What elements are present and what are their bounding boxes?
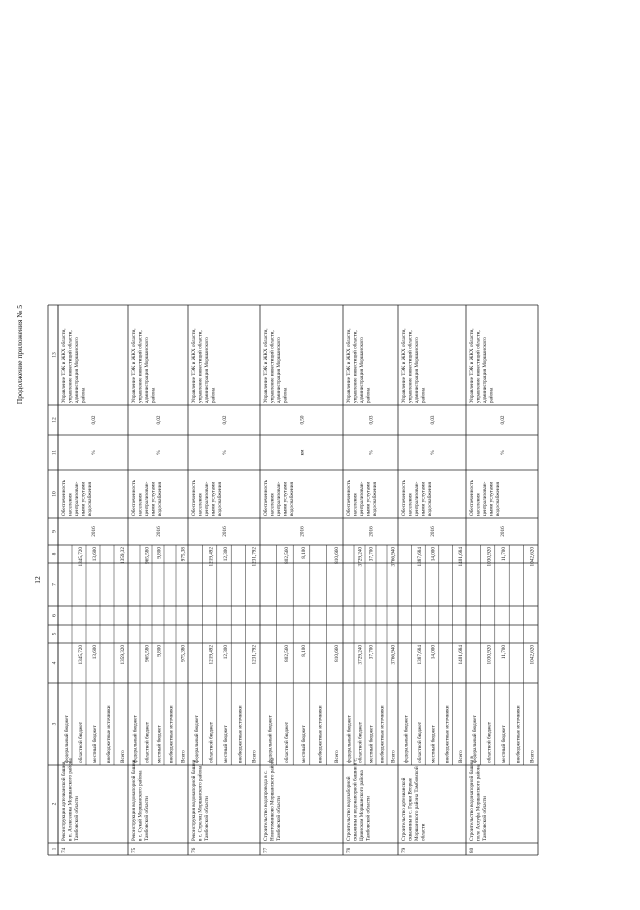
indicator-line: Обеспеченность <box>191 479 197 516</box>
amount-col7: 9,800 <box>156 547 163 559</box>
project-name-line: Тамбовской области <box>74 796 80 841</box>
funding-source-label: федеральный бюджет <box>472 715 479 763</box>
amount-col7: 810,660 <box>334 547 341 564</box>
amount-col7: 1231,792 <box>251 547 258 567</box>
project-name-line: Новотомниково Моршанского района <box>269 757 276 841</box>
funding-source-label: федеральный бюджет <box>267 715 274 763</box>
amount-col4: 3729,240 <box>357 645 364 665</box>
amount-col4: 1030,920 <box>486 645 493 665</box>
value-cell: 0,02 <box>156 415 162 425</box>
year-cell: 2016 <box>222 526 228 537</box>
executor-line: района <box>365 387 372 403</box>
executor-line: управление инвестиций области, <box>352 330 359 403</box>
funding-source-label: областной бюджет <box>208 722 215 763</box>
appendix-continuation-note: Продолжение приложения № 5 <box>15 305 24 405</box>
executor-line: района <box>488 387 495 403</box>
year-cell: 2016 <box>299 526 306 537</box>
funding-source-label: внебюджетные источники <box>237 705 244 763</box>
funding-source-label: внебюджетные источники <box>105 705 112 763</box>
indicator-line: централизован- <box>144 481 150 516</box>
indicator-line: населения <box>197 493 204 516</box>
amount-col7: 13,600 <box>91 547 98 562</box>
funding-source-label: внебюджетные источники <box>168 705 175 763</box>
indicator-line: водоснабжения <box>87 482 93 516</box>
amount-col4: 13,600 <box>91 645 98 660</box>
indicator-line: водоснабжения <box>427 482 433 516</box>
amount-col7: 11,700 <box>500 547 507 562</box>
value-cell: 0,03 <box>368 415 375 425</box>
column-number-header: 9 <box>51 530 58 533</box>
amount-col7: 37,700 <box>368 547 375 562</box>
row-number: 77 <box>263 847 269 853</box>
amount-col7: 1345,720 <box>77 547 84 567</box>
indicator-line: водоснабжения <box>157 482 163 516</box>
executor-line: администрация Моршанского <box>74 337 80 403</box>
amount-col7: 1042,620 <box>529 547 536 567</box>
executor-line: администрация Моршанского <box>414 337 420 403</box>
column-number-header: 11 <box>51 449 58 456</box>
executor-line: района <box>210 387 217 403</box>
executor-line: района <box>150 387 157 403</box>
funding-source-label: Всего <box>180 750 187 763</box>
amount-col4: 802,560 <box>284 645 291 662</box>
indicator-line: водоснабжения <box>289 482 295 516</box>
funding-source-label: местный бюджет <box>500 725 507 763</box>
page-number: 12 <box>33 576 42 584</box>
indicator-line: населения <box>137 493 144 516</box>
funding-source-label: областной бюджет <box>77 722 84 763</box>
indicator-line: ными услугами <box>210 481 217 516</box>
project-name-line: области <box>420 823 427 841</box>
project-name-line: поле Ахлуфа Моршанского района <box>475 764 482 841</box>
funding-source-label: областной бюджет <box>144 722 151 763</box>
amount-col4: 14,000 <box>430 645 437 660</box>
year-cell: 2016 <box>156 526 162 537</box>
executor-line: района <box>420 387 427 403</box>
amount-col7: 3766,940 <box>390 547 397 567</box>
row-number: 79 <box>401 847 407 853</box>
indicator-line: ными услугами <box>150 481 157 516</box>
indicator-line: ными услугами <box>488 481 495 516</box>
indicator-line: водоснабжения <box>495 482 501 516</box>
funding-source-label: местный бюджет <box>91 725 98 763</box>
executor-line: Управление ТЭК и ЖКХ области, <box>61 328 67 403</box>
funding-source-label: внебюджетные источники <box>317 705 324 763</box>
year-cell: 2016 <box>500 526 506 537</box>
unit-cell: % <box>156 450 162 455</box>
funding-source-label: местный бюджет <box>430 725 437 763</box>
indicator-line: населения <box>352 493 359 516</box>
column-number-header: 8 <box>51 552 58 556</box>
indicator-line: водоснабжения <box>372 482 378 516</box>
funding-source-label: внебюджетные источники <box>515 705 522 763</box>
indicator-line: централизован- <box>359 481 365 516</box>
amount-col4: 975,380 <box>180 645 187 662</box>
funding-source-label: федеральный бюджет <box>194 715 201 763</box>
amount-col7: 1219,492 <box>208 547 215 567</box>
funding-source-label: Всего <box>334 750 341 763</box>
indicator-line: населения <box>269 493 276 516</box>
executor-line: управление инвестиций области, <box>475 330 482 403</box>
project-name-line: Цнинском Моршанского района <box>359 770 365 841</box>
project-name-line: скважины и водонапорной башни в с. <box>352 757 359 841</box>
funding-source-label: федеральный бюджет <box>403 715 410 763</box>
funding-source-label: местный бюджет <box>156 725 163 763</box>
amount-col7: 1359,32 <box>119 547 126 564</box>
indicator-line: населения <box>67 493 74 516</box>
executor-line: Управление ТЭК и ЖКХ области, <box>401 328 407 403</box>
row-number: 80 <box>469 847 475 853</box>
amount-col4: 1345,720 <box>77 645 84 665</box>
funding-source-label: областной бюджет <box>486 722 493 763</box>
project-name-line: скважины в с. Горки Вторые <box>407 777 414 841</box>
indicator-line: централизован- <box>74 481 80 516</box>
executor-line: управление инвестиций области, <box>67 330 74 403</box>
unit-cell: % <box>91 450 97 455</box>
executor-line: Управление ТЭК и ЖКХ области, <box>263 328 269 403</box>
amount-col4: 1219,492 <box>208 645 215 665</box>
amount-col7: 8,100 <box>300 547 307 559</box>
amount-col4: 1387,684 <box>417 645 424 665</box>
funding-source-label: местный бюджет <box>300 725 307 763</box>
executor-line: Управление ТЭК и ЖКХ области, <box>469 328 475 403</box>
executor-line: администрация Моршанского <box>482 337 488 403</box>
funding-source-label: внебюджетные источники <box>444 705 451 763</box>
project-name-line: Строительство водозаборной <box>346 776 352 841</box>
indicator-line: Обеспеченность <box>401 479 407 516</box>
project-name-line: Моршанского района Тамбовской <box>414 766 420 841</box>
funding-source-label: Всего <box>529 750 536 763</box>
column-number-header: 5 <box>51 632 58 636</box>
project-name-line: Реконструкция водонапорной башни <box>191 759 197 841</box>
project-name-line: Строительство водопровода в с. <box>263 770 269 841</box>
executor-line: администрация Моршанского <box>204 337 210 403</box>
project-name-line: Реконструкция артезианской башни <box>61 761 67 841</box>
funding-source-label: областной бюджет <box>284 722 291 763</box>
indicator-line: централизован- <box>276 481 282 516</box>
amount-col4: 1231,792 <box>251 645 258 665</box>
year-cell: 2016 <box>368 526 375 537</box>
amount-col4: 3766,940 <box>390 645 397 665</box>
funding-source-label: Всего <box>390 750 397 763</box>
executor-line: управление инвестиций области, <box>407 330 414 403</box>
unit-cell: % <box>222 450 228 455</box>
executor-line: Управление ТЭК и ЖКХ области, <box>346 328 352 403</box>
executor-line: Управление ТЭК и ЖКХ области, <box>131 328 137 403</box>
column-number-header: 1 <box>51 847 58 851</box>
executor-line: администрация Моршанского <box>144 337 150 403</box>
unit-cell: % <box>500 450 506 455</box>
amount-col4: 12,300 <box>222 645 229 660</box>
indicator-line: населения <box>407 493 414 516</box>
row-number: 74 <box>61 847 67 853</box>
amount-col7: 12,300 <box>222 547 229 562</box>
year-cell: 2016 <box>91 526 97 537</box>
indicator-line: Обеспеченность <box>346 479 352 516</box>
amount-col7: 975,38 <box>180 547 187 562</box>
unit-cell: % <box>368 450 375 455</box>
indicator-line: водоснабжения <box>217 482 223 516</box>
executor-line: администрация Моршанского <box>276 337 282 403</box>
project-name-line: Строительство водонапорной башни в <box>469 756 475 841</box>
indicator-line: Обеспеченность <box>263 479 269 516</box>
column-number-header: 13 <box>51 352 58 358</box>
column-number-header: 10 <box>51 491 58 497</box>
project-name-line: Тамбовской области <box>144 796 150 841</box>
value-cell: 0,02 <box>500 415 506 425</box>
project-name-line: в с. Сукай Моршанского района <box>137 770 144 841</box>
unit-cell: км <box>299 449 306 456</box>
project-name-line: Тамбовской области <box>276 796 282 841</box>
executor-line: района <box>80 387 87 403</box>
indicator-line: ными услугами <box>365 481 372 516</box>
funding-source-label: федеральный бюджет <box>63 715 70 763</box>
unit-cell: % <box>430 450 436 455</box>
funding-source-label: областной бюджет <box>417 722 424 763</box>
value-cell: 0,02 <box>222 415 228 425</box>
amount-col4: 37,700 <box>368 645 375 660</box>
funding-source-label: федеральный бюджет <box>132 715 139 763</box>
project-name-line: Тамбовской области <box>482 796 488 841</box>
project-name-line: Строительство артезианской <box>401 777 407 841</box>
executor-line: управление инвестиций области, <box>197 330 204 403</box>
funding-source-label: местный бюджет <box>368 725 375 763</box>
value-cell: 0,02 <box>91 415 97 425</box>
amount-col4: 1401,684 <box>457 645 464 665</box>
amount-col7: 1387,684 <box>417 547 424 567</box>
indicator-line: централизован- <box>414 481 420 516</box>
year-cell: 2016 <box>430 526 436 537</box>
column-number-header: 2 <box>51 802 58 806</box>
amount-col7: 1030,920 <box>486 547 493 567</box>
indicator-line: Обеспеченность <box>131 479 137 516</box>
amount-col4: 8,100 <box>300 645 307 657</box>
row-number: 75 <box>131 847 137 853</box>
amount-col4: 810,660 <box>334 645 341 662</box>
column-number-header: 7 <box>51 583 58 586</box>
indicator-line: Обеспеченность <box>61 479 67 516</box>
amount-col7: 14,000 <box>430 547 437 562</box>
executor-line: администрация Моршанского <box>359 337 365 403</box>
funding-source-label: областной бюджет <box>357 722 364 763</box>
amount-col7: 965,580 <box>144 547 151 564</box>
funding-source-label: местный бюджет <box>222 725 229 763</box>
funding-source-label: внебюджетные источники <box>379 705 386 763</box>
row-number: 78 <box>346 847 352 853</box>
project-name-line: в с. Стрелец Моршанского района <box>197 765 204 841</box>
amount-col4: 1359,320 <box>119 645 126 665</box>
value-cell: 0,03 <box>430 415 436 425</box>
project-name-line: Тамбовской области <box>365 796 372 841</box>
amount-col7: 1401,684 <box>457 547 464 567</box>
executor-line: района <box>282 387 289 403</box>
indicator-line: централизован- <box>204 481 210 516</box>
amount-col4: 11,700 <box>500 645 507 660</box>
executor-line: Управление ТЭК и ЖКХ области, <box>191 328 197 403</box>
funding-source-label: Всего <box>119 750 126 763</box>
amount-col7: 3729,240 <box>357 547 364 567</box>
column-number-header: 3 <box>51 722 58 726</box>
value-cell: 0,50 <box>299 415 306 425</box>
row-number: 76 <box>191 847 197 853</box>
executor-line: управление инвестиций области, <box>137 330 144 403</box>
amount-col7: 802,560 <box>284 547 291 564</box>
project-name-line: Реконструкция водонапорной башни <box>131 759 137 841</box>
project-name-line: в п. Алексеевка Моршанского района <box>67 758 74 841</box>
indicator-line: Обеспеченность <box>469 479 475 516</box>
indicator-line: ными услугами <box>80 481 87 516</box>
executor-line: управление инвестиций области, <box>269 330 276 403</box>
column-number-header: 6 <box>51 614 58 617</box>
column-number-header: 4 <box>51 661 58 665</box>
funding-source-label: федеральный бюджет <box>346 715 353 763</box>
project-name-line: Тамбовской области <box>204 796 210 841</box>
amount-col4: 965,580 <box>144 645 151 662</box>
column-number-header: 12 <box>51 417 58 423</box>
indicator-line: ными услугами <box>282 481 289 516</box>
amount-col4: 9,800 <box>156 645 163 657</box>
indicator-line: ными услугами <box>420 481 427 516</box>
funding-source-label: Всего <box>457 750 464 763</box>
amount-col4: 1042,620 <box>529 645 536 665</box>
indicator-line: населения <box>475 493 482 516</box>
indicator-line: централизован- <box>482 481 488 516</box>
funding-source-label: Всего <box>251 750 258 763</box>
